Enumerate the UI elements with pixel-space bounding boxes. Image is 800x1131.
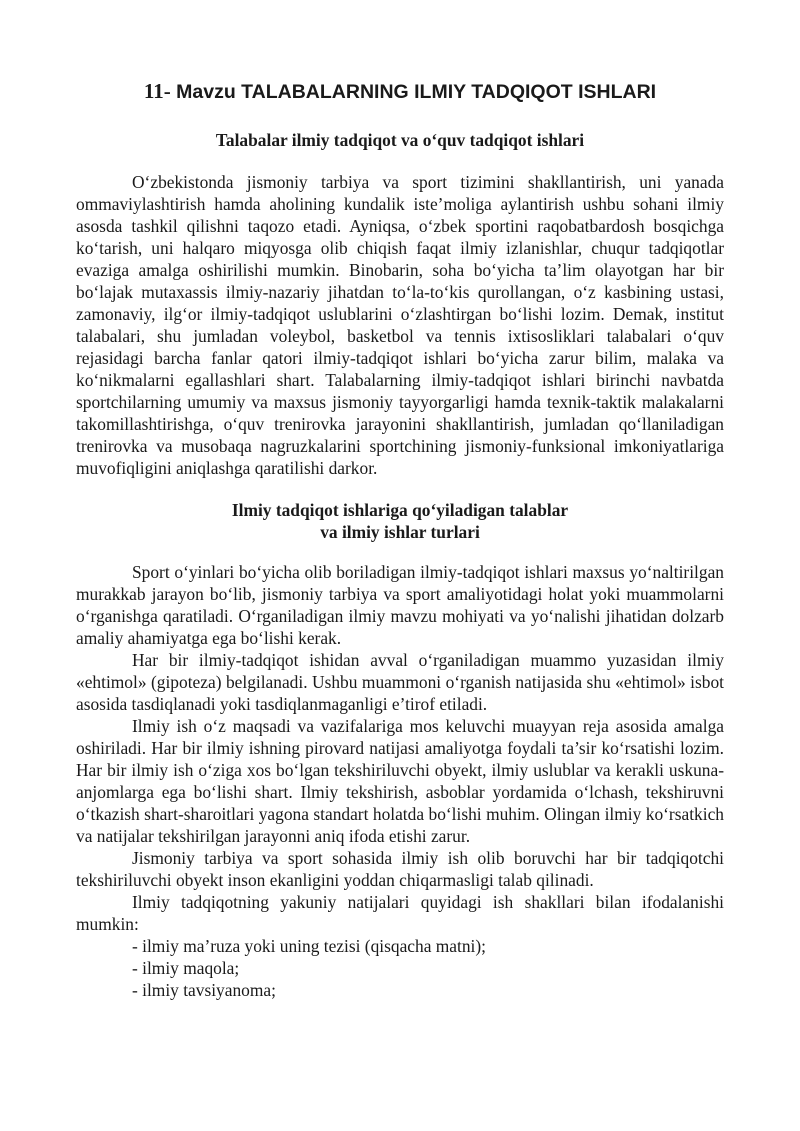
section2-heading (76, 499, 724, 543)
list-item: - ilmiy tavsiyanoma; (132, 980, 276, 1000)
section2-paragraph: Har bir ilmiy-tadqiqot ishidan avval o‘rganiladigan muammo yuzasidan ilmiy «ehtimol» (gipoteza) belgilanadi. Ushbu muammoni o‘rganish natijasida shu «ehtimol» isbot asosida tasdiqlanadi yoki tasdiqlanmaganligi e’tirof etiladi. (76, 650, 724, 714)
section1-paragraph: O‘zbekistonda jismoniy tarbiya va sport tizimini shakllantirish, uni yanada ommaviylashtirish hamda aholining kundalik iste’moliga aylantirish ushbu sohani ilmiy asosda tashkil qilishni taqozo etadi. Ayniqsa, o‘zbek sportini raqobatbardosh bosqichga ko‘tarish, uni halqaro miqyosga olib chiqish faqat ilmiy izlanishlar, chuqur tadqiqotlar evaziga amalga oshirilishi mumkin. Binobarin, soha bo‘yicha ta’lim olayotgan har bir bo‘lajak mutaxassis ilmiy-nazariy jihatdan to‘la-to‘kis qurollangan, o‘z kasbining ustasi, zamonaviy, ilg‘or ilmiy-tadqiqot uslublarini o‘zlashtirgan bo‘lishi lozim. Demak, institut talabalari, shu jumladan voleybol, basketbol va tennis ixtisosliklari talabalari o‘quv rejasidagi barcha fanlar qatori ilmiy-tadqiqot ishlari bo‘yicha zarur bilim, malaka va ko‘nikmalarni egallashlari shart. Talabalarning ilmiy-tadqiqot ishlari birinchi navbatda sportchilarning umumiy va maxsus jismoniy tayyorgarligi hamda texnik-taktik malakalarni takomillashtirishga, o‘quv trenirovka jarayonini shakllantirish, jumladan qo‘llaniladigan trenirovka va musobaqa nagruzkalarini sportchining jismoniy-funksional imkoniyatlariga muvofiqligini aniqlashga qaratilishi darkor. (76, 172, 724, 478)
section2-heading-line2: va ilmiy ishlar turlari (320, 522, 480, 542)
section2-heading-line1: Ilmiy tadqiqot ishlariga qo‘yiladigan talablar (231, 500, 569, 520)
list-item: - ilmiy maqola; (132, 958, 240, 978)
section2-paragraph: Sport o‘yinlari bo‘yicha olib boriladigan ilmiy-tadqiqot ishlari maxsus yo‘naltirilgan murakkab jarayon bo‘lib, jismoniy tarbiya va sport amaliyotidagi holat yoki muammolarni o‘rganishga qaratiladi. O‘rganiladigan ilmiy mavzu mohiyati va yo‘nalishi jihatidan dolzarb amaliy ahamiyatga ega bo‘lishi kerak. (76, 562, 724, 648)
results-list (76, 935, 724, 1001)
section2-paragraph: Ilmiy ish o‘z maqsadi va vazifalariga mos keluvchi muayyan reja asosida amalga oshiriladi. Har bir ilmiy ishning pirovard natijasi amaliyotga foydali ta’sir ko‘rsatishi lozim. Har bir ilmiy ish o‘ziga xos bo‘lgan tekshiriluvchi obyekt, ilmiy uslublar va kerakli uskuna-anjomlarga ega bo‘lishi shart. Ilmiy tekshirish, asboblar yordamida o‘lchash, tekshiruvni o‘tkazish shart-sharoitlari yagona standart holatda bo‘lishi muhim. Olingan ilmiy ko‘rsatkich va natijalar tekshirilgan jarayonni aniq ifoda etishi zarur. (76, 716, 724, 846)
topic-title-text: Mavzu TALABALARNING ILMIY TADQIQOT ISHLARI (170, 81, 657, 103)
page-title (76, 78, 724, 105)
section2-paragraph: Ilmiy tadqiqotning yakuniy natijalari quyidagi ish shakllari bilan ifodalanishi mumkin: (76, 892, 724, 934)
section1-heading: Talabalar ilmiy tadqiqot va o‘quv tadqiqot ishlari (215, 130, 585, 150)
section2-paragraph: Jismoniy tarbiya va sport sohasida ilmiy ish olib boruvchi har bir tadqiqotchi tekshiriluvchi obyekt inson ekanligini yoddan chiqarmasligi talab qilinadi. (76, 848, 724, 890)
topic-number: 11- (143, 79, 171, 103)
list-item: - ilmiy ma’ruza yoki uning tezisi (qisqacha matni); (132, 936, 486, 956)
